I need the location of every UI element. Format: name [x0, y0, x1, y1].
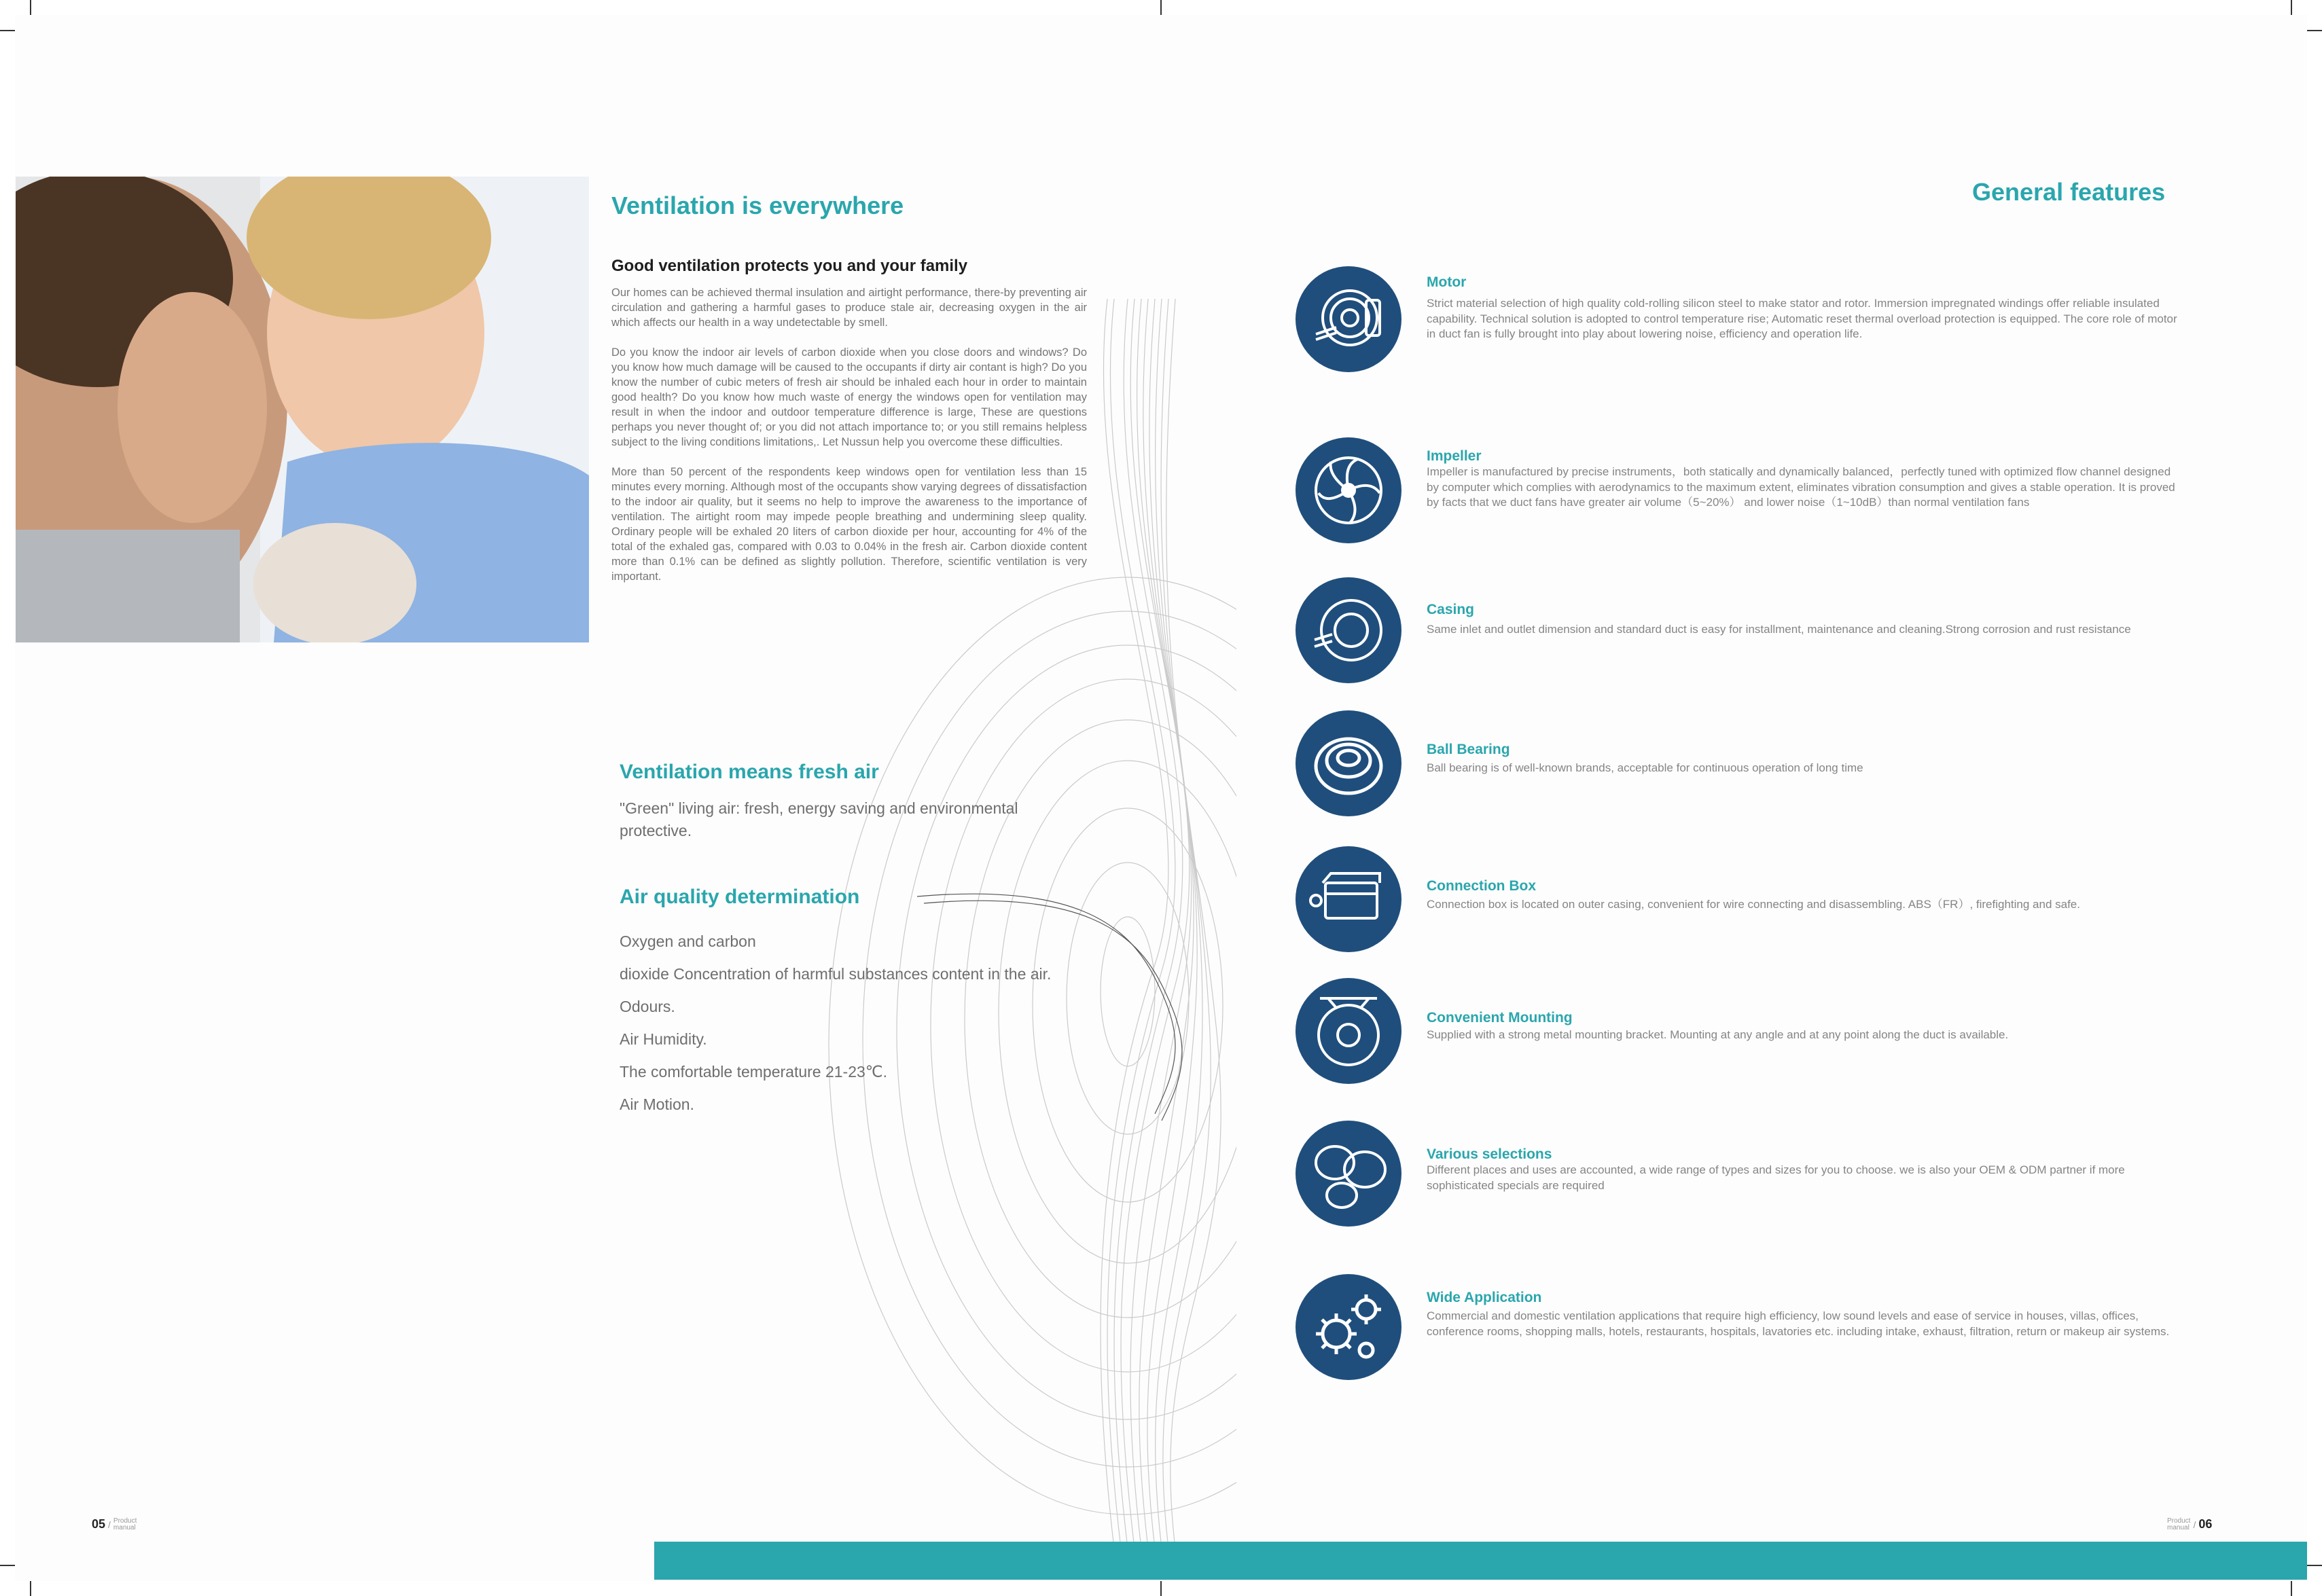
crop-mark	[0, 30, 15, 31]
ball-bearing-icon	[1296, 710, 1401, 816]
crop-mark	[2291, 1581, 2292, 1596]
ventilation-subheading: Good ventilation protects you and your family	[611, 257, 968, 275]
casing-icon	[1296, 577, 1401, 683]
crop-mark	[1160, 1581, 1162, 1596]
mounting-icon	[1296, 978, 1401, 1084]
feature-text: Strict material selection of high quality cold-rolling silicon steel to make stator and rotor. Immersion impregnated windings offer reliable insulated capability. Technical solution is adopted to control temperature rise; Automatic reset thermal overload protection is equipped. The core role of motor in duct fan is fully brought into play about lowering noise, efficiency and operation life.	[1427, 297, 2177, 340]
feature-text: Different places and uses are accounted, a wide range of types and sizes for you to choose. we is also your OEM & ODM partner if more sophisticated specials are required	[1427, 1163, 2125, 1192]
feature-casing	[1427, 602, 2181, 638]
page-number-right: Product manual / 06	[2167, 1517, 2213, 1531]
connection-box-icon	[1296, 846, 1401, 952]
page-number-left: 05 / Product manual	[92, 1517, 137, 1531]
air-quality-item: Oxygen and carbon	[620, 932, 756, 950]
motor-icon	[1296, 266, 1401, 372]
intro-paragraph-3: More than 50 percent of the respondents keep windows open for ventilation less than 15 minutes every morning. Although most of the occupants show varying degrees of dissatisfaction to the indoor air quality, but it seems no help to improve the awareness to the importance of ventilation. The airtight room may impede people breathing and undermining sleep quality. Ordinary people will be exhaled 20 liters of carbon dioxide per hour, accounting for 4% of the total of the exhaled gas, compared with 0.03 to 0.04% in the fresh air. Carbon dioxide content more than 0.1% can be defined as slightly pollution. Therefore, scientific ventilation is very important.	[611, 466, 1087, 583]
page-number: 05	[92, 1517, 106, 1531]
feature-title: Motor	[1427, 274, 1467, 290]
gears-icon	[1296, 1274, 1401, 1380]
fresh-air-text: "Green" living air: fresh, energy saving and environmental protective.	[620, 799, 1018, 839]
feature-text: Impeller is manufactured by precise instruments，both statically and dynamically balanced，perfectly tuned with optimized flow channel designed by computer which complies with aerodynamics to the maximum extent, eliminates vibration consumption and gives a stable operation. It is proved by facts that we duct fans have greater air volume（5~20%） and lower noise（1~10dB）than normal ventilation fans	[1427, 465, 2175, 509]
feature-title: Casing	[1427, 602, 1475, 617]
feature-text: Same inlet and outlet dimension and standard duct is easy for installment, maintenance and cleaning.Strong corrosion and rust resistance	[1427, 623, 2131, 636]
feature-title: Various selections	[1427, 1146, 1552, 1162]
feature-impeller	[1427, 448, 2181, 511]
feature-text: Ball bearing is of well-known brands, acceptable for continuous operation of long time	[1427, 761, 1863, 774]
feature-motor	[1427, 274, 2181, 342]
page-label: manual	[2167, 1523, 2190, 1531]
page-label: manual	[113, 1523, 136, 1531]
father-son-photo	[16, 177, 589, 642]
air-quality-item: Air Humidity.	[620, 1030, 707, 1048]
page-number: 06	[2198, 1517, 2213, 1531]
feature-title: Wide Application	[1427, 1290, 1542, 1305]
feature-title: Connection Box	[1427, 878, 1536, 894]
crop-mark	[0, 1565, 15, 1566]
feature-selections	[1427, 1146, 2181, 1193]
impeller-icon	[1296, 437, 1401, 543]
footer-accent-bar	[654, 1542, 2307, 1580]
general-features-heading: General features	[1972, 178, 2166, 206]
selections-icon	[1296, 1121, 1401, 1227]
feature-text: Commercial and domestic ventilation applications that require high efficiency, low sound levels and ease of service in houses, villas, offices, conference rooms, shopping malls, hotels, restaurants, hospitals, lavatories etc. including intake, exhaust, filtration, return or makeup air systems.	[1427, 1309, 2170, 1338]
intro-paragraph-1: Our homes can be achieved thermal insulation and airtight performance, there-by preventing air circulation and gathering a harmful gases to produce stale air, decreasing oxygen in the air which affects our health in a way undetectable by smell.	[611, 287, 1087, 329]
feature-text: Connection box is located on outer casing, convenient for wire connecting and disassembling. ABS（FR）, firefighting and safe.	[1427, 898, 2080, 911]
feature-title: Ball Bearing	[1427, 742, 1510, 757]
air-quality-heading: Air quality determination	[620, 886, 860, 908]
intro-text-block	[611, 285, 1087, 584]
feature-mounting	[1427, 1010, 2181, 1043]
feature-text: Supplied with a strong metal mounting bracket. Mounting at any angle and at any point along the duct is available.	[1427, 1028, 2009, 1041]
air-quality-item: The comfortable temperature 21-23℃.	[620, 1063, 888, 1081]
crop-mark	[30, 0, 31, 15]
air-quality-item: dioxide Concentration of harmful substances content in the air.	[620, 965, 1052, 983]
fresh-air-heading: Ventilation means fresh air	[620, 761, 879, 783]
page-label: Product	[113, 1517, 137, 1525]
air-quality-item: Air Motion.	[620, 1095, 694, 1113]
feature-wide-application	[1427, 1290, 2181, 1339]
feature-title: Convenient Mounting	[1427, 1010, 1573, 1026]
air-quality-item: Odours.	[620, 998, 675, 1015]
crop-mark	[30, 1581, 31, 1596]
feature-ball-bearing	[1427, 742, 2181, 776]
air-quality-list	[620, 925, 1136, 1121]
crop-mark	[1160, 0, 1162, 15]
crop-mark	[2291, 0, 2292, 15]
photo-illustration	[16, 177, 589, 642]
ventilation-heading: Ventilation is everywhere	[611, 192, 904, 219]
page-label: Product	[2167, 1517, 2191, 1525]
feature-title: Impeller	[1427, 448, 1482, 464]
crop-mark	[2307, 30, 2322, 31]
intro-paragraph-2: Do you know the indoor air levels of carbon dioxide when you close doors and windows? Do you know how much damage will be caused to the occupants if dirty air contant is high? Do you know the number of cubic meters of fresh air should be inhaled each hour in order to maintain good health? Do you know how much waste of energy the windows open for ventilation may result in when the indoor and outdoor temperature difference is large, These are questions perhaps you never thought of; or you did not attach importance to; or you still remains helpless subject to the living conditions limitations,. Let Nussun help you overcome these difficulties.	[611, 346, 1087, 448]
crop-mark	[2307, 1565, 2322, 1566]
feature-connection-box	[1427, 878, 2181, 913]
